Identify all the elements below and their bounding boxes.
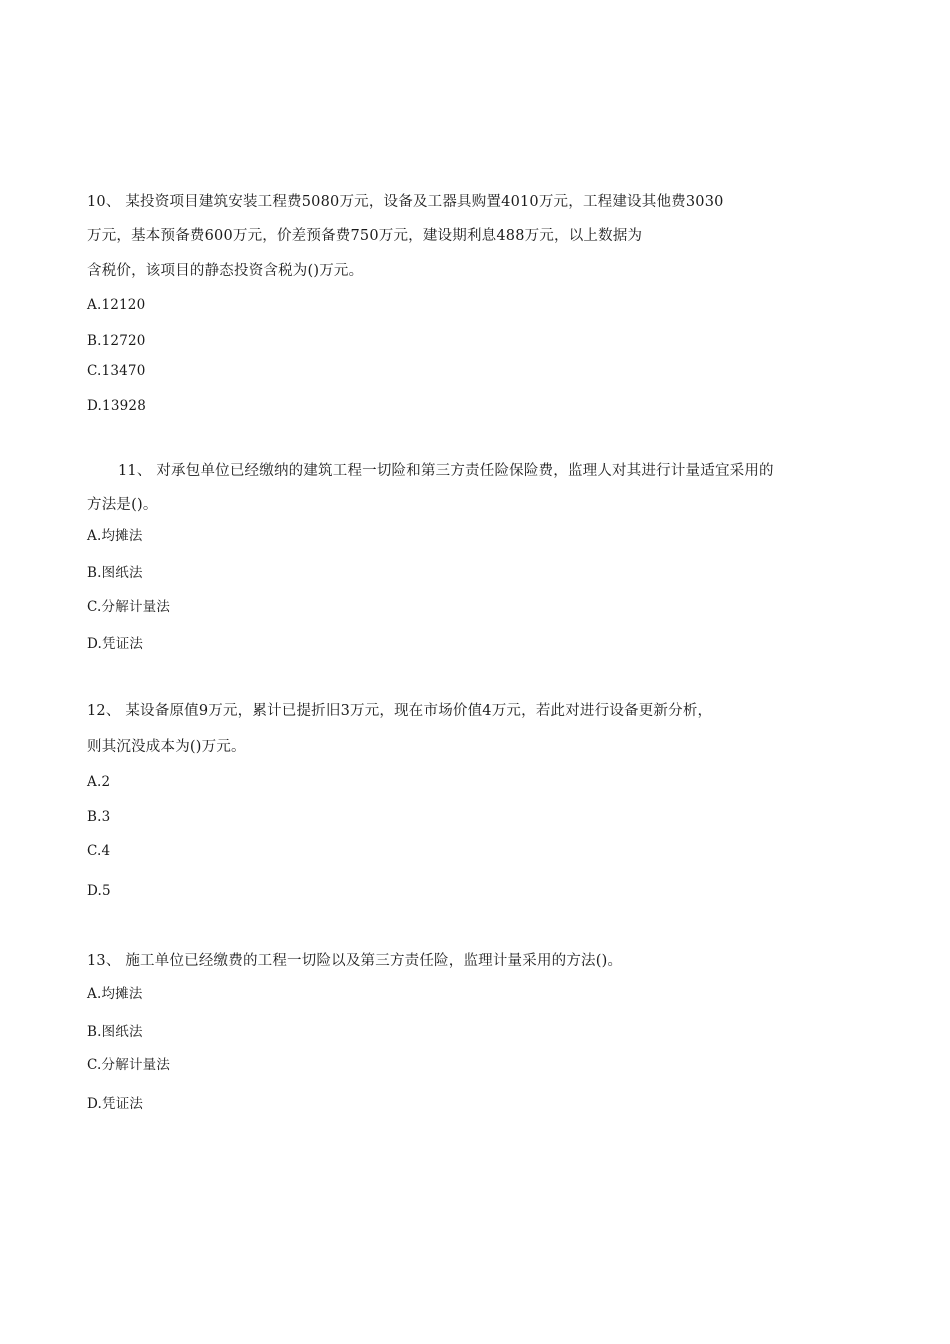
q12-option-c: C.4 (87, 843, 111, 859)
q10-stem-line-1: 10、 某投资项目建筑安装工程费5080万元，设备及工器具购置4010万元，工程建设其他费3030 (87, 194, 724, 210)
q11-option-b: B.图纸法 (87, 565, 143, 581)
q10-option-b: B.12720 (87, 333, 146, 349)
q10-option-d: D.13928 (87, 398, 146, 414)
q13-option-a: A.均摊法 (87, 986, 143, 1002)
q11-stem-line-2: 方法是()。 (87, 497, 158, 513)
q10-stem-line-2: 万元，基本预备费600万元，价差预备费750万元，建设期利息488万元，以上数据为 (87, 228, 643, 244)
q10-stem-line-3: 含税价，该项目的静态投资含税为()万元。 (87, 263, 364, 279)
q13-option-c: C.分解计量法 (87, 1057, 171, 1073)
q13-option-d: D.凭证法 (87, 1096, 144, 1112)
q12-option-b: B.3 (87, 809, 111, 825)
q11-option-d: D.凭证法 (87, 636, 144, 652)
q11-stem-line-1: 11、 对承包单位已经缴纳的建筑工程一切险和第三方责任险保险费，监理人对其进行计量适宜采用的 (118, 463, 774, 479)
q12-option-a: A.2 (87, 774, 111, 790)
q11-option-c: C.分解计量法 (87, 599, 171, 615)
q12-option-d: D.5 (87, 883, 111, 899)
q10-option-c: C.13470 (87, 363, 146, 379)
q13-option-b: B.图纸法 (87, 1024, 143, 1040)
q12-stem-line-2: 则其沉没成本为()万元。 (87, 739, 246, 755)
q10-option-a: A.12120 (87, 297, 146, 313)
q12-stem-line-1: 12、 某设备原值9万元，累计已提折旧3万元，现在市场价值4万元，若此对进行设备更新分析， (87, 703, 713, 719)
q11-option-a: A.均摊法 (87, 528, 143, 544)
q13-stem-line-1: 13、 施工单位已经缴费的工程一切险以及第三方责任险，监理计量采用的方法()。 (87, 953, 623, 969)
